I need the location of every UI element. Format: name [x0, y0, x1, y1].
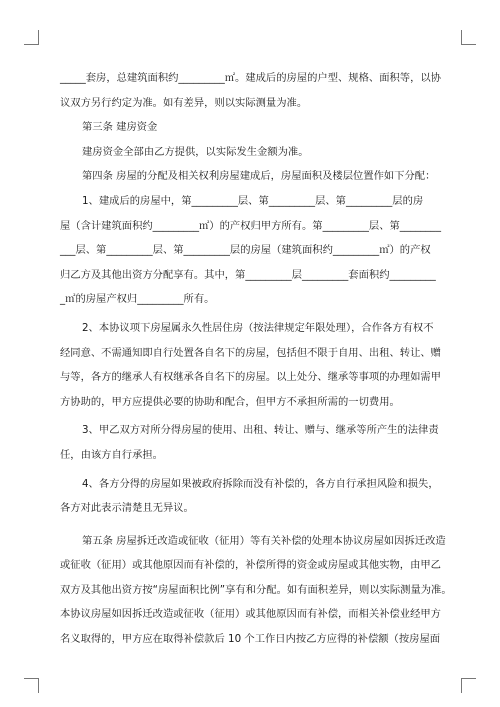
text-line: 双方及其他出资方按“房屋面积比例”享有和分配。如有面积差异，则以实际测量为准。 [60, 583, 452, 596]
article-heading: 第三条 建房资金 [82, 121, 158, 134]
corner-mark-top-left [24, 30, 39, 45]
text-line: _㎡的房屋产权归_________所有。 [60, 293, 215, 306]
text-line: ___层、第_________层、第_________层的房屋（建筑面积约_________㎡）的产权 [60, 244, 431, 257]
text-line: 4、各方分得的房屋如果被政府拆除而没有补偿的，各方自行承担风险和损失， [82, 477, 439, 490]
article-heading: 第五条 房屋拆迁改造或征收（征用）等有关补偿的处理本协议房屋如因拆迁改造 [82, 534, 446, 547]
text-line: 1、建成后的房屋中，第_________层、第_________层、第_________层的房 [82, 194, 424, 207]
text-line: 议双方另行约定为准。如有差异，则以实际测量为准。 [60, 96, 308, 109]
article-heading: 第四条 房屋的分配及相关权利房屋建成后，房屋面积及楼层位置作如下分配： [82, 170, 436, 183]
text-line: 任，由该方自行承担。 [60, 448, 163, 461]
text-line: 3、甲乙双方对所分得房屋的使用、出租、转让、赠与、继承等所产生的法律责 [82, 424, 439, 437]
text-line: 或征收（征用）或其他原因而有补偿的，补偿所得的资金或房屋或其他实物，由甲乙 [60, 559, 441, 572]
corner-mark-bottom-right [461, 678, 476, 693]
text-line: 各方对此表示清楚且无异议。 [60, 502, 194, 515]
corner-mark-top-right [461, 30, 476, 45]
corner-mark-bottom-left [24, 678, 39, 693]
document-body [60, 66, 452, 652]
text-line: 屋（含计建筑面积约_________㎡）的产权归甲方所有。第_________层、第________ [60, 219, 441, 232]
text-line: 归乙方及其他出资方分配享有。其中，第_________层_________套面积约_________ [60, 268, 436, 281]
text-line: 建房资金全部由乙方提供，以实际发生金额为准。 [82, 145, 309, 158]
text-line: 名义取得的，甲方应在取得补偿款后 10 个工作日内按乙方应得的补偿额（按房屋面 [60, 633, 441, 646]
text-line: 经同意、不需通知即自行处置各自名下的房屋，包括但不限于自用、出租、转让、赠 [60, 346, 441, 359]
text-line: _____套房，总建筑面积约_________㎡。建成后的房屋的户型、规格、面积等，以协 [60, 72, 441, 84]
text-line: 本协议房屋如因拆迁改造或征收（征用）或其他原因而有补偿，而相关补偿业经甲方 [60, 608, 441, 621]
text-line: 2、本协议项下房屋属永久性居住房（按法律规定年限处理），合作各方有权不 [82, 321, 434, 334]
text-line: 方协助的，甲方应提供必要的协助和配合，但甲方不承担所需的一切费用。 [60, 395, 400, 408]
text-line: 与等，各方的继承人有权继承各自名下的房屋。以上处分、继承等事项的办理如需甲 [60, 371, 441, 384]
